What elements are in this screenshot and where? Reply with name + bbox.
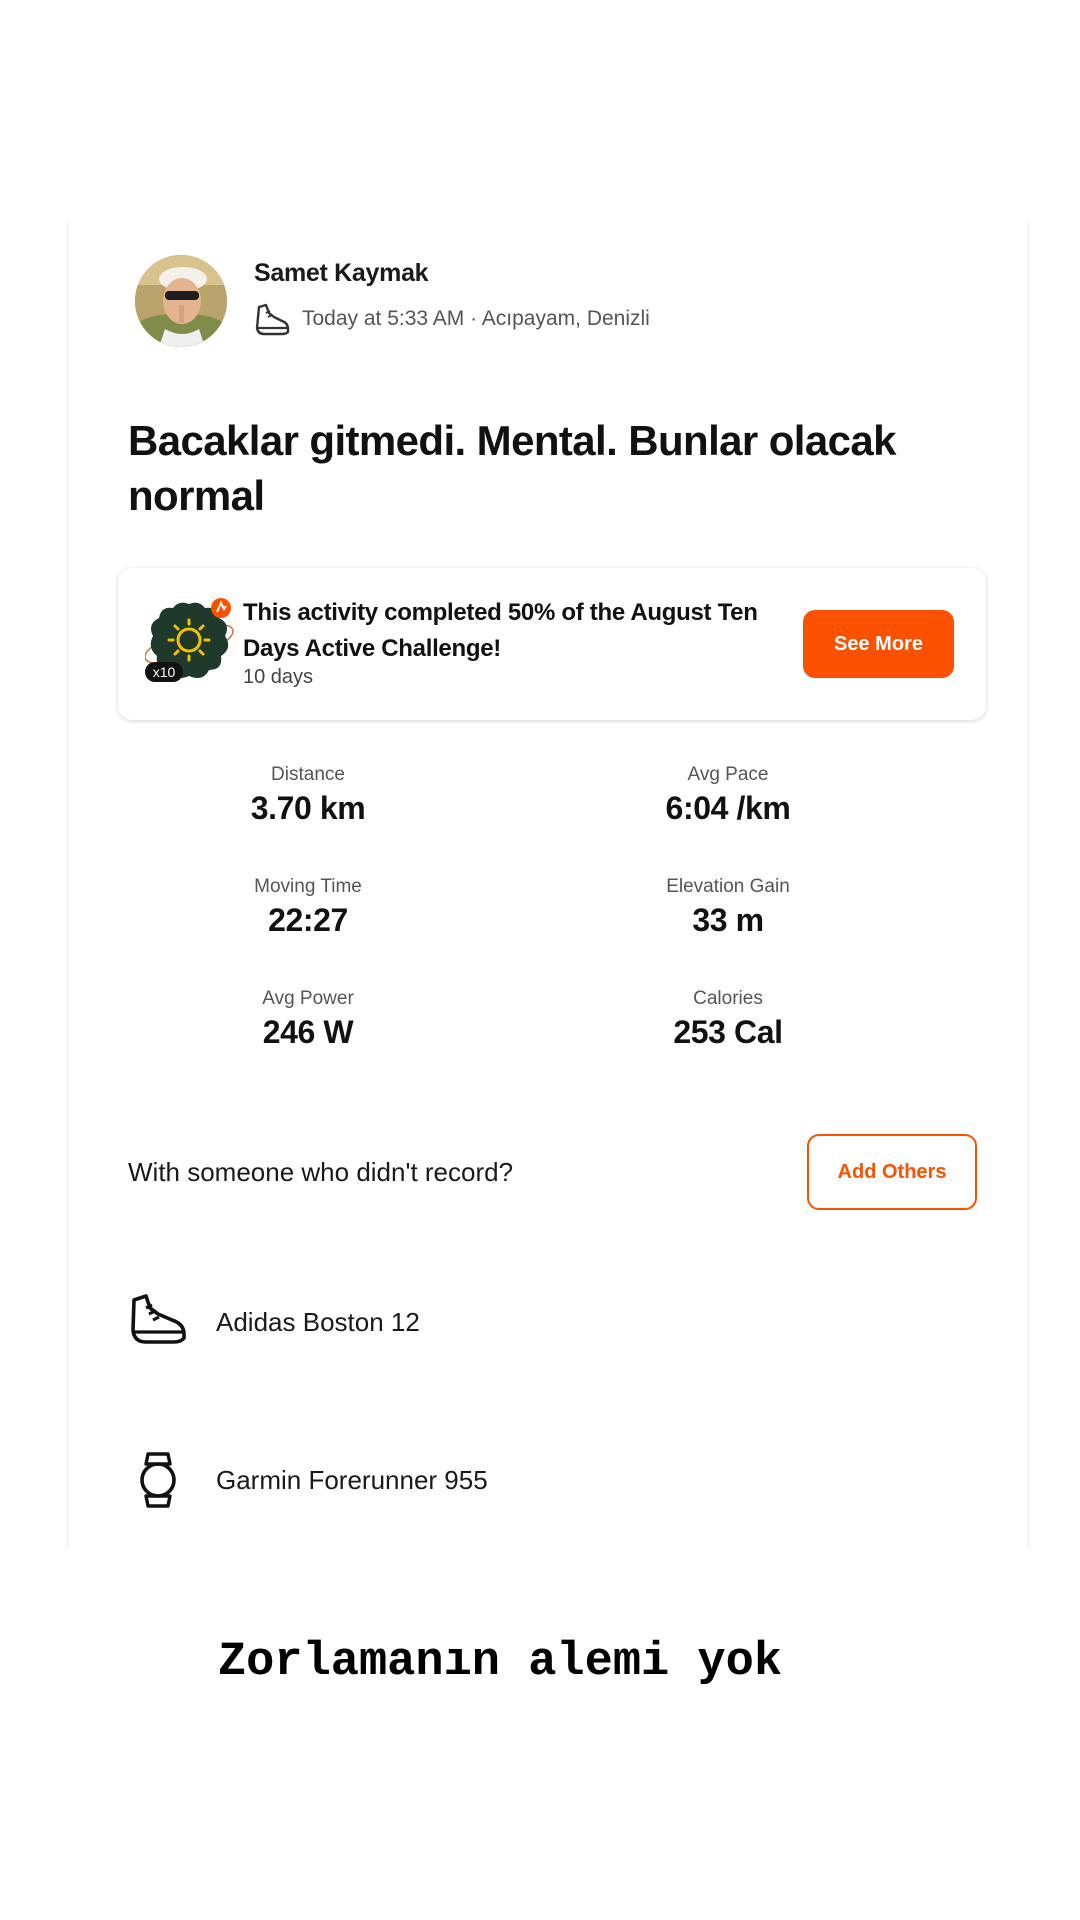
stat-label: Distance bbox=[271, 764, 345, 785]
add-others-prompt: With someone who didn't record? bbox=[128, 1157, 514, 1187]
shoe-name: Adidas Boston 12 bbox=[216, 1307, 420, 1337]
stat-label: Moving Time bbox=[254, 876, 362, 897]
stat-value: 22:27 bbox=[268, 902, 348, 938]
stat-distance bbox=[128, 762, 488, 828]
badge-multiplier: x10 bbox=[152, 664, 176, 680]
stat-avg-power bbox=[128, 986, 488, 1052]
stat-label: Avg Power bbox=[262, 988, 354, 1009]
stat-label: Elevation Gain bbox=[666, 876, 790, 897]
user-name[interactable]: Samet Kaymak bbox=[254, 259, 429, 287]
challenge-duration: 10 days bbox=[243, 666, 314, 688]
stat-calories bbox=[548, 986, 908, 1052]
challenge-badge-icon bbox=[145, 594, 241, 690]
stat-label: Avg Pace bbox=[687, 764, 769, 785]
activity-meta bbox=[252, 299, 650, 339]
activity-title: Bacaklar gitmedi. Mental. Bunlar olacak normal bbox=[128, 417, 896, 519]
activity-card bbox=[67, 222, 1029, 1548]
avatar[interactable] bbox=[135, 255, 227, 347]
challenge-text: This activity completed 50% of the August Ten Days Active Challenge! bbox=[243, 599, 758, 662]
see-more-button[interactable]: See More bbox=[803, 610, 954, 678]
stat-label: Calories bbox=[693, 988, 763, 1009]
stat-avg-pace bbox=[548, 762, 908, 828]
add-others-button[interactable]: Add Others bbox=[807, 1134, 977, 1210]
stat-value: 33 m bbox=[692, 902, 764, 938]
stat-value: 3.70 km bbox=[250, 790, 366, 826]
stat-value: 6:04 /km bbox=[665, 790, 791, 826]
watch-icon bbox=[128, 1450, 188, 1510]
stat-elevation-gain bbox=[548, 874, 908, 940]
challenge-banner[interactable] bbox=[118, 568, 986, 720]
stat-moving-time bbox=[128, 874, 488, 940]
activity-time-location: Today at 5:33 AM · Acıpayam, Denizli bbox=[302, 307, 650, 330]
shoe-icon bbox=[128, 1292, 188, 1352]
avatar-photo bbox=[135, 255, 227, 347]
add-others-row bbox=[128, 1134, 1008, 1214]
device-name: Garmin Forerunner 955 bbox=[216, 1465, 488, 1495]
gear-shoes-row[interactable] bbox=[128, 1282, 1008, 1362]
activity-header bbox=[135, 255, 935, 355]
story-caption: Zorlamanın alemi yok bbox=[217, 1636, 783, 1689]
stat-value: 253 Cal bbox=[673, 1014, 783, 1050]
stat-value: 246 W bbox=[262, 1014, 354, 1050]
run-shoe-icon bbox=[252, 299, 292, 339]
gear-device-row[interactable] bbox=[128, 1440, 1008, 1520]
